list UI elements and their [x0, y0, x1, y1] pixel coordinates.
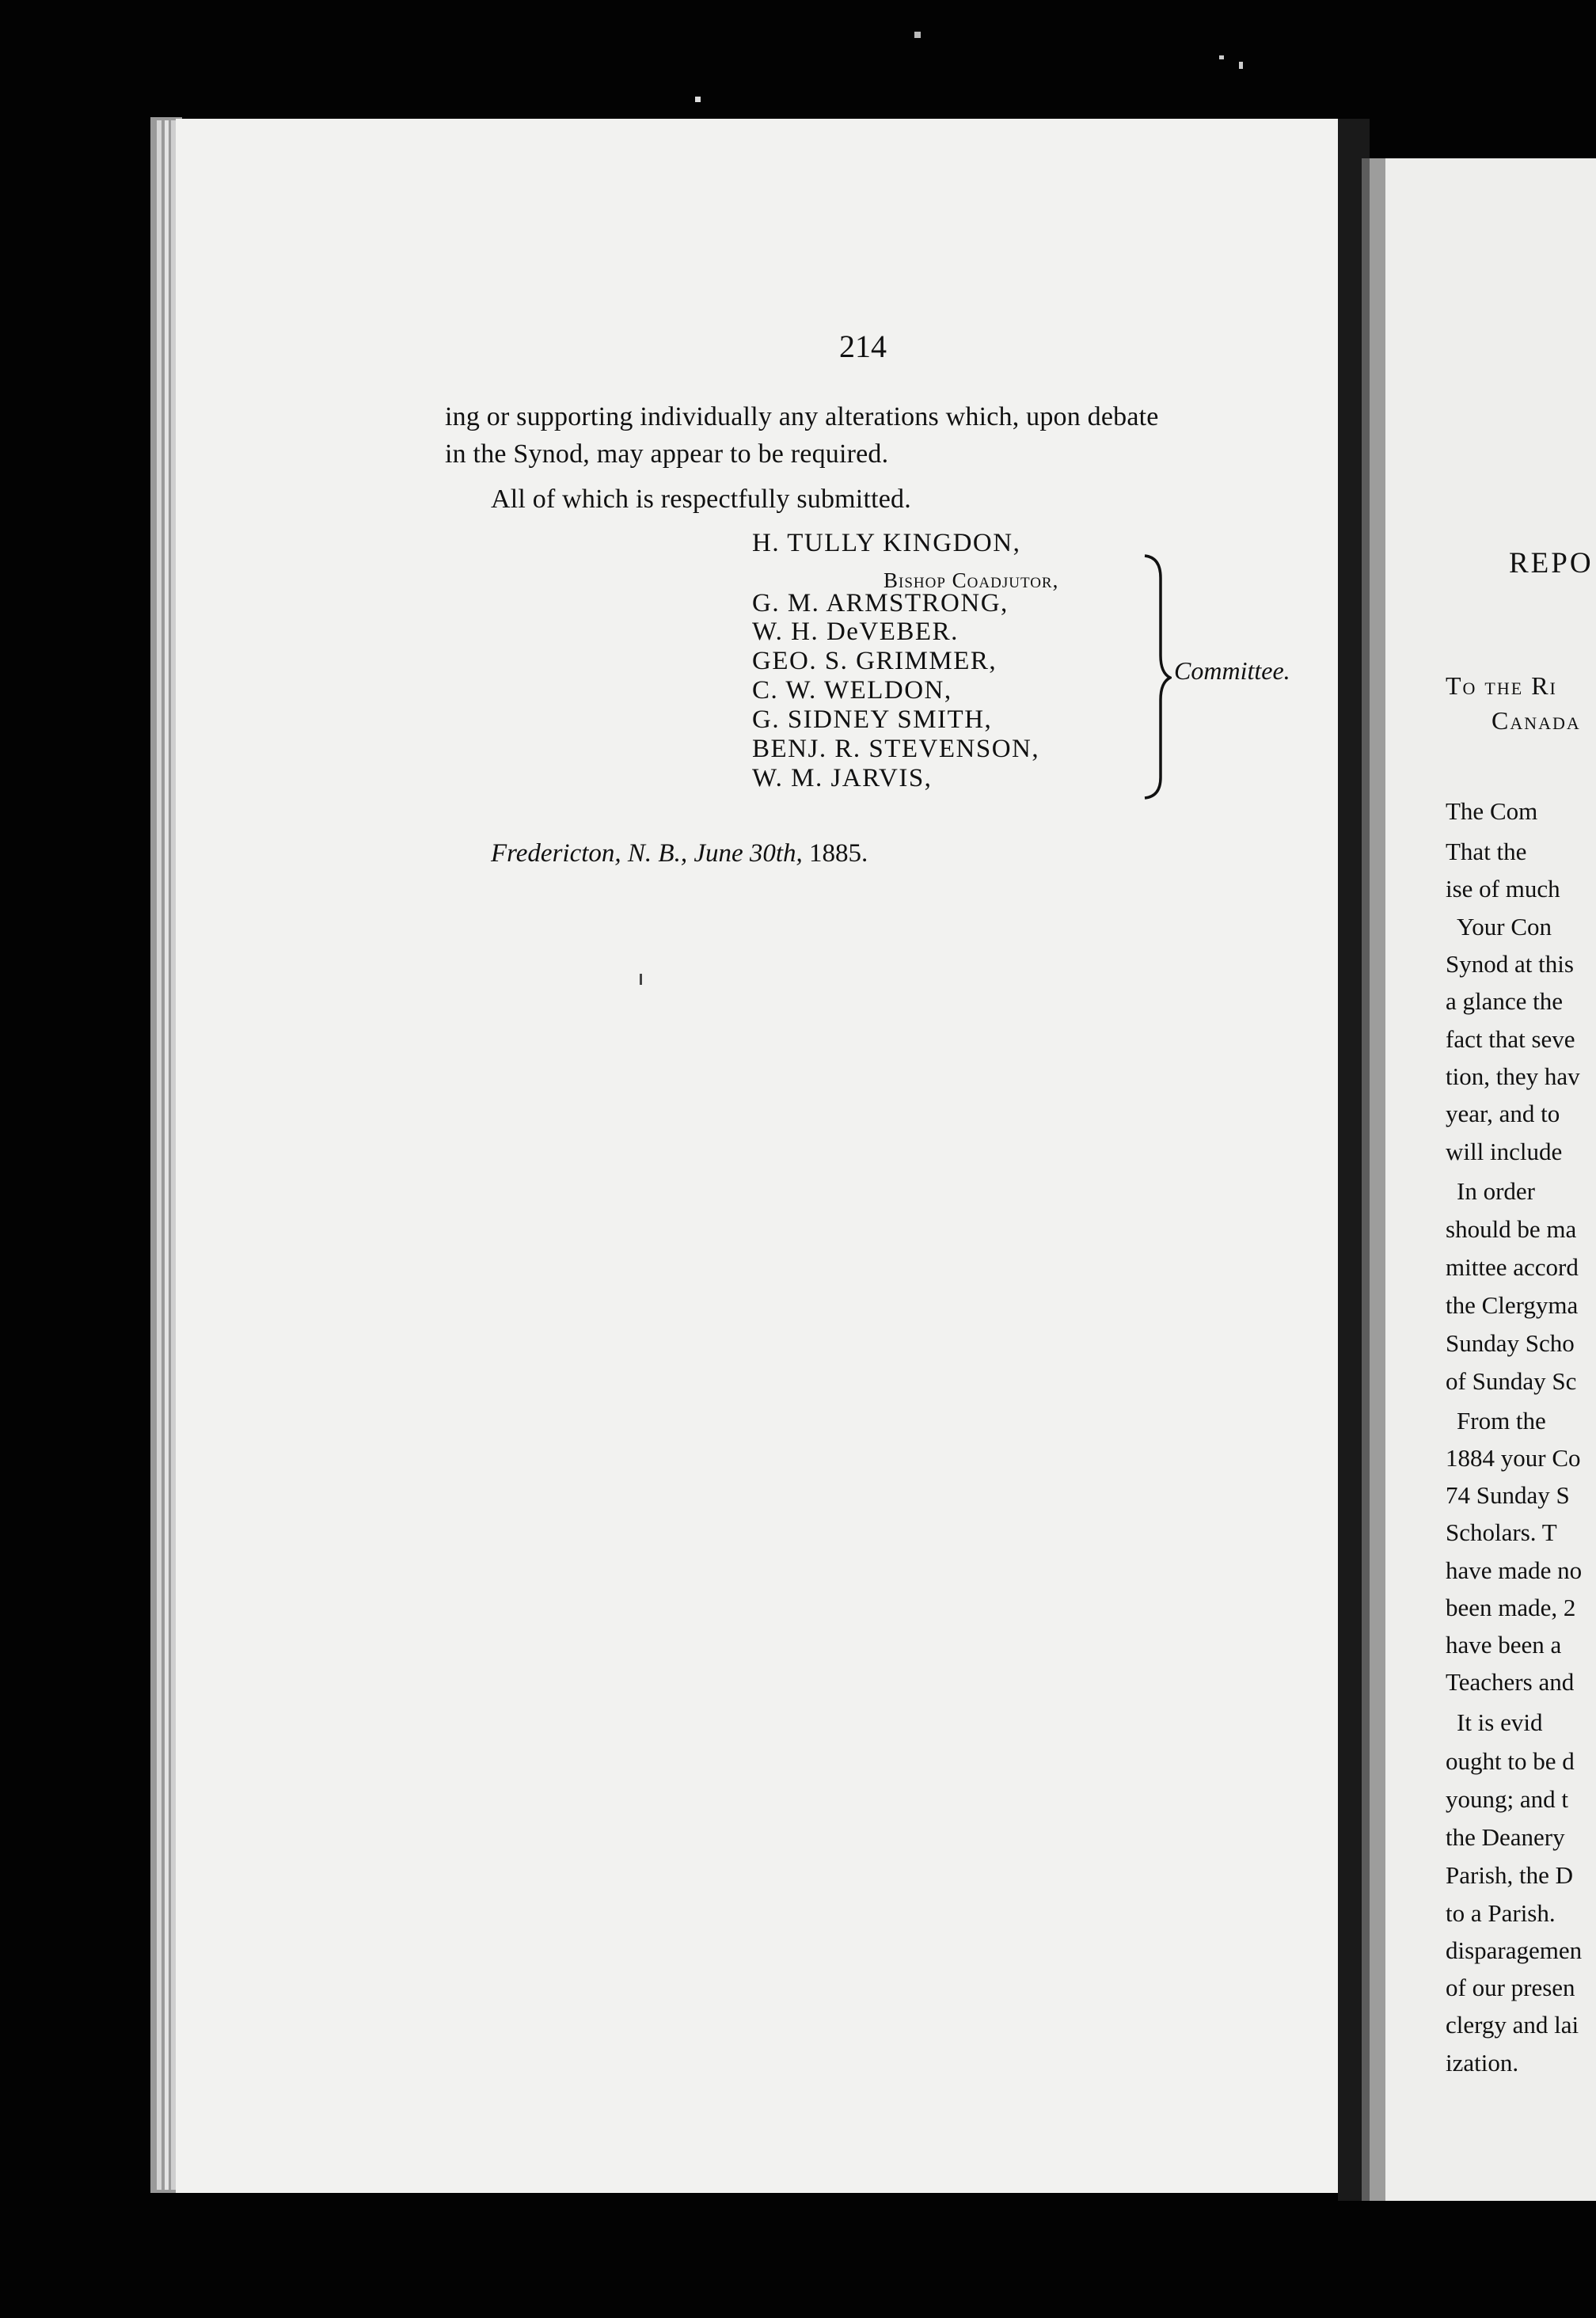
right-salutation-line-1: To the Ri: [1446, 671, 1557, 700]
right-line: ought to be d: [1446, 1747, 1575, 1775]
body-line-2: in the Synod, may appear to be required.: [445, 439, 889, 469]
committee-brace: [1140, 554, 1172, 800]
closing-line: All of which is respectfully submitted.: [491, 484, 911, 514]
right-line: ization.: [1446, 2049, 1519, 2077]
page-number: 214: [839, 329, 887, 364]
signatory-title: Bishop Coadjutor,: [884, 568, 1059, 592]
right-line: The Com: [1446, 797, 1538, 825]
right-line: of Sunday Sc: [1446, 1367, 1577, 1395]
right-line: have been a: [1446, 1631, 1562, 1659]
right-line: the Clergyma: [1446, 1291, 1579, 1319]
right-line: will include: [1446, 1138, 1563, 1165]
right-line: 74 Sunday S: [1446, 1481, 1570, 1509]
signatory-grimmer: GEO. S. GRIMMER,: [752, 647, 998, 675]
signatory-kingdon: H. TULLY KINGDON,: [752, 529, 1021, 557]
right-line: From the: [1457, 1407, 1546, 1434]
right-line: been made, 2: [1446, 1594, 1576, 1621]
right-line: Sunday Scho: [1446, 1329, 1575, 1357]
right-line: have made no: [1446, 1556, 1583, 1584]
right-line: 1884 your Co: [1446, 1444, 1581, 1472]
signatory-weldon: C. W. WELDON,: [752, 676, 952, 705]
right-line: young; and t: [1446, 1785, 1568, 1813]
right-line: fact that seve: [1446, 1025, 1575, 1053]
dateline: [491, 839, 868, 868]
right-line: the Deanery: [1446, 1823, 1565, 1851]
right-line: That the: [1446, 838, 1527, 865]
right-line: It is evid: [1457, 1708, 1543, 1736]
signatory-jarvis: W. M. JARVIS,: [752, 764, 933, 792]
right-line: a glance the: [1446, 987, 1564, 1015]
signatory-stevenson: BENJ. R. STEVENSON,: [752, 735, 1040, 763]
signatory-armstrong: G. M. ARMSTRONG,: [752, 589, 1009, 618]
committee-label: Committee.: [1174, 656, 1290, 685]
right-line: Teachers and: [1446, 1668, 1575, 1696]
right-line: Scholars. T: [1446, 1518, 1557, 1546]
right-line: year, and to: [1446, 1100, 1560, 1127]
right-page-heading: REPO: [1509, 547, 1594, 580]
dateline-place: Fredericton, N. B., June 30th,: [491, 839, 803, 868]
right-line: clergy and lai: [1446, 2011, 1579, 2039]
right-line: disparagemen: [1446, 1936, 1583, 1964]
body-line-1: ing or supporting individually any alterations which, upon debate: [445, 402, 1159, 431]
right-line: ise of much: [1446, 875, 1560, 902]
right-line: In order: [1457, 1177, 1535, 1205]
right-line: Your Con: [1457, 913, 1552, 940]
signatory-deveber: W. H. DeVEBER.: [752, 618, 959, 646]
right-line: of our presen: [1446, 1974, 1575, 2001]
right-line: mittee accord: [1446, 1253, 1579, 1281]
signatory-smith: G. SIDNEY SMITH,: [752, 705, 993, 734]
right-line: to a Parish.: [1446, 1899, 1556, 1927]
dateline-year: 1885.: [809, 839, 868, 868]
right-line: should be ma: [1446, 1215, 1577, 1243]
right-line: Parish, the D: [1446, 1861, 1574, 1889]
right-line: tion, they hav: [1446, 1062, 1580, 1090]
right-salutation-line-2: Canada: [1492, 706, 1581, 735]
right-line: Synod at this: [1446, 950, 1574, 978]
